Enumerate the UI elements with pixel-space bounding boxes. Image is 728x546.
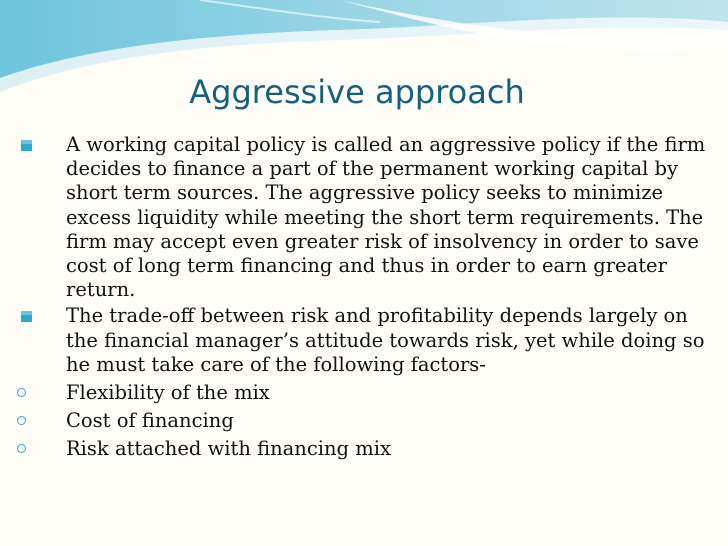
square-bullet-icon: [20, 139, 33, 152]
slide-title: Aggressive approach: [189, 73, 525, 111]
subpoint-text: Flexibility of the mix: [66, 381, 270, 405]
subpoint-item: [0, 381, 728, 405]
slide-content: [0, 133, 728, 462]
bullet-text: A working capital policy is called an aggressive policy if the firm decides to finance a part of the permanent working capital by short term sources. The aggressive policy seeks to minimize excess liquidity while meeting the short term requirements. The firm may accept even greater risk of insolvency in order to save cost of long term financing and thus in order to earn greater return.: [66, 133, 706, 302]
square-bullet-icon: [20, 310, 33, 323]
subpoint-item: [0, 409, 728, 433]
circle-bullet-icon: [17, 388, 26, 397]
bullet-item: [0, 133, 728, 302]
bullet-text: The trade-off between risk and profitability depends largely on the financial manager’s attitude towards risk, yet while doing so he must take care of the following factors-: [66, 304, 705, 376]
subpoint-text: Cost of financing: [66, 409, 234, 433]
subpoint-item: [0, 437, 728, 461]
circle-bullet-icon: [17, 444, 26, 453]
subpoint-text: Risk attached with financing mix: [66, 437, 391, 461]
bullet-item: [0, 304, 728, 377]
circle-bullet-icon: [17, 416, 26, 425]
